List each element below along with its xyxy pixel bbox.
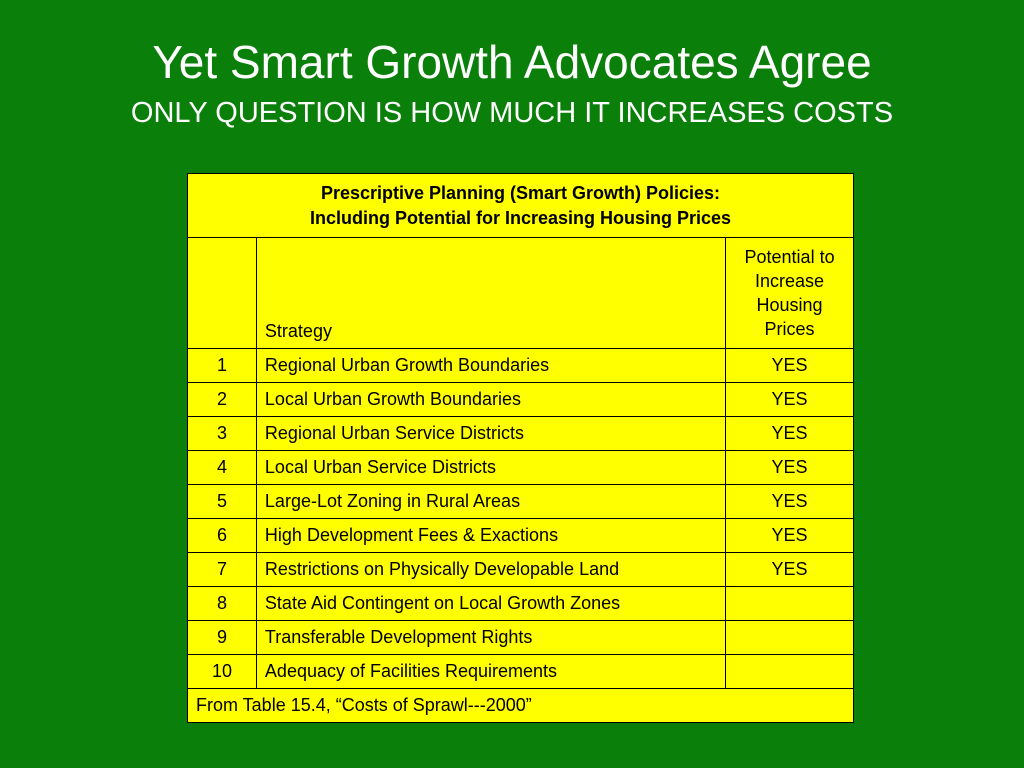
- row-number: 2: [188, 383, 257, 417]
- table-row: [188, 417, 854, 451]
- row-potential: YES: [726, 417, 854, 451]
- table-caption-line2: Including Potential for Increasing Housing Prices: [309, 207, 732, 228]
- header-number: [188, 238, 257, 349]
- table-row: [188, 655, 854, 689]
- row-strategy: Restrictions on Physically Developable Land: [256, 553, 725, 587]
- table-row: [188, 349, 854, 383]
- row-strategy: Regional Urban Service Districts: [256, 417, 725, 451]
- table-source: From Table 15.4, “Costs of Sprawl---2000”: [188, 689, 854, 723]
- policy-table: [187, 173, 854, 723]
- table-row: [188, 553, 854, 587]
- row-potential: YES: [726, 451, 854, 485]
- row-number: 5: [188, 485, 257, 519]
- row-strategy: Transferable Development Rights: [256, 621, 725, 655]
- row-potential: YES: [726, 553, 854, 587]
- row-number: 8: [188, 587, 257, 621]
- row-potential: [726, 621, 854, 655]
- table-caption: [188, 174, 854, 238]
- table-header-row: [188, 238, 854, 349]
- row-strategy: Large-Lot Zoning in Rural Areas: [256, 485, 725, 519]
- row-number: 10: [188, 655, 257, 689]
- table-row: [188, 451, 854, 485]
- row-potential: YES: [726, 383, 854, 417]
- header-strategy: Strategy: [256, 238, 725, 349]
- row-number: 9: [188, 621, 257, 655]
- row-number: 7: [188, 553, 257, 587]
- table-row: [188, 383, 854, 417]
- row-number: 1: [188, 349, 257, 383]
- row-number: 3: [188, 417, 257, 451]
- row-strategy: Adequacy of Facilities Requirements: [256, 655, 725, 689]
- row-strategy: State Aid Contingent on Local Growth Zones: [256, 587, 725, 621]
- row-potential: YES: [726, 519, 854, 553]
- row-number: 4: [188, 451, 257, 485]
- slide-title: Yet Smart Growth Advocates Agree: [152, 36, 872, 88]
- table-caption-row: [188, 174, 854, 238]
- row-strategy: High Development Fees & Exactions: [256, 519, 725, 553]
- table-row: [188, 519, 854, 553]
- row-potential: YES: [726, 349, 854, 383]
- row-strategy: Regional Urban Growth Boundaries: [256, 349, 725, 383]
- header-potential: Potential to Increase Housing Prices: [726, 238, 854, 349]
- row-strategy: Local Urban Service Districts: [256, 451, 725, 485]
- table-row: [188, 587, 854, 621]
- table-caption-line1: Prescriptive Planning (Smart Growth) Policies:: [320, 182, 721, 203]
- row-potential: [726, 655, 854, 689]
- table-row: [188, 621, 854, 655]
- row-number: 6: [188, 519, 257, 553]
- row-potential: [726, 587, 854, 621]
- table-body: [188, 349, 854, 689]
- slide-subtitle: ONLY QUESTION IS HOW MUCH IT INCREASES COSTS: [130, 97, 894, 129]
- row-strategy: Local Urban Growth Boundaries: [256, 383, 725, 417]
- table-source-row: [188, 689, 854, 723]
- table-row: [188, 485, 854, 519]
- row-potential: YES: [726, 485, 854, 519]
